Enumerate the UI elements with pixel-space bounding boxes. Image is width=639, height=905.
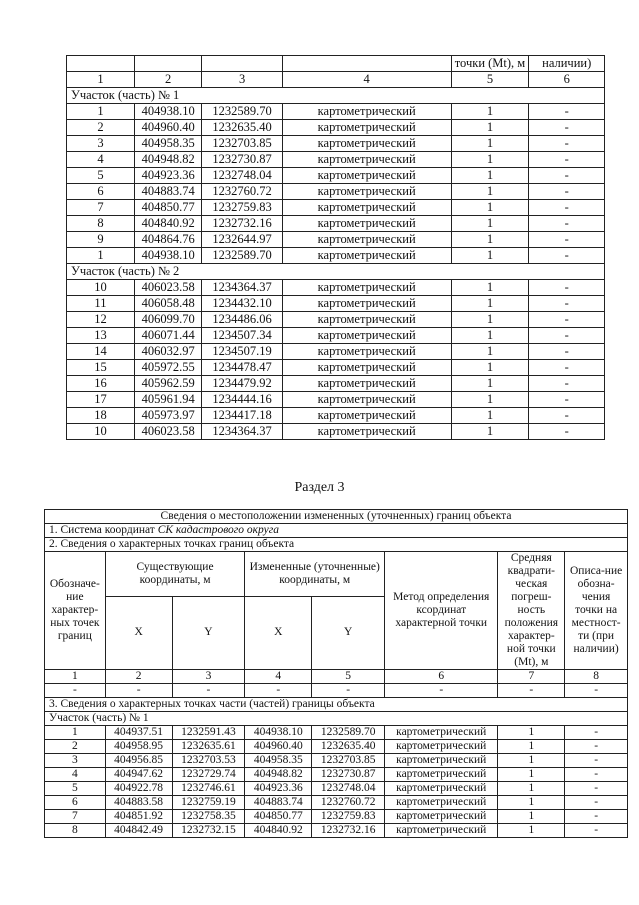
table-cell: 1232732.16 [202, 216, 282, 232]
table-cell [282, 56, 451, 72]
table-cell: картометрический [282, 312, 451, 328]
table-cell: 1234507.34 [202, 328, 282, 344]
table-cell: картометрический [282, 280, 451, 296]
table-cell: 404938.10 [134, 248, 202, 264]
table-cell: 1 [451, 200, 529, 216]
table-cell: картометрический [282, 360, 451, 376]
table-cell [134, 56, 202, 72]
table-cell: точки (Mt), м [451, 56, 529, 72]
table-cell: 1232703.85 [312, 754, 385, 768]
table-cell: - [529, 296, 605, 312]
table-row [45, 796, 628, 810]
table-cell: картометрический [282, 392, 451, 408]
table-cell: 1 [67, 248, 135, 264]
table-cell: - [385, 684, 498, 698]
table-cell: 1232732.16 [312, 824, 385, 838]
table-cell: 8 [45, 824, 106, 838]
table-cell: 1234444.16 [202, 392, 282, 408]
table-row [67, 184, 605, 200]
table-row [67, 296, 605, 312]
table-cell: 7 [45, 810, 106, 824]
table-cell: 1 [498, 754, 565, 768]
table-row [67, 360, 605, 376]
table-row [45, 782, 628, 796]
table-cell: 1234417.18 [202, 408, 282, 424]
table-cell: 1232760.72 [202, 184, 282, 200]
table-cell: - [529, 120, 605, 136]
table-row [67, 344, 605, 360]
table-cell: картометрический [385, 782, 498, 796]
table-cell: 1232759.83 [202, 200, 282, 216]
table-cell: 405972.55 [134, 360, 202, 376]
table-cell: картометрический [385, 810, 498, 824]
table-cell: 1 [451, 232, 529, 248]
table-cell: - [529, 232, 605, 248]
table-cell: 1234479.92 [202, 376, 282, 392]
table-cell: 406032.97 [134, 344, 202, 360]
table-cell: 1232635.40 [202, 120, 282, 136]
table-cell: 1 [45, 726, 106, 740]
table-cell: 1232635.40 [312, 740, 385, 754]
table-cell: картометрический [385, 796, 498, 810]
table-cell: 1 [498, 796, 565, 810]
table-cell: 404938.10 [245, 726, 312, 740]
table-cell: картометрический [282, 408, 451, 424]
points-label-row [45, 538, 628, 552]
table-cell: картометрический [282, 424, 451, 440]
table-cell: - [312, 684, 385, 698]
column-number-row [45, 670, 628, 684]
table-cell: картометрический [282, 120, 451, 136]
table-row [45, 726, 628, 740]
table-cell: 404883.74 [134, 184, 202, 200]
table-cell: 1234478.47 [202, 360, 282, 376]
table-cell: - [565, 684, 628, 698]
table-title: Сведения о местоположении измененных (уточненных) границ объекта [45, 510, 628, 524]
table-cell: 1 [498, 810, 565, 824]
table-cell: 6 [529, 72, 605, 88]
table-cell: 404850.77 [245, 810, 312, 824]
table-cell: 1 [451, 408, 529, 424]
table-cell: 17 [67, 392, 135, 408]
table-row [67, 168, 605, 184]
table-row [45, 810, 628, 824]
table-cell: 404947.62 [105, 768, 172, 782]
table-cell: картометрический [282, 200, 451, 216]
table-cell: 1 [451, 248, 529, 264]
table-cell: картометрический [282, 296, 451, 312]
table-cell: 1232759.83 [312, 810, 385, 824]
table-cell: - [529, 392, 605, 408]
table-cell: 406023.58 [134, 280, 202, 296]
table-cell [202, 56, 282, 72]
table-cell: 404960.40 [134, 120, 202, 136]
table-cell: 404864.76 [134, 232, 202, 248]
table-cell: 1232589.70 [202, 104, 282, 120]
table-cell: 404938.10 [134, 104, 202, 120]
table-row [67, 312, 605, 328]
part-title-row [45, 712, 628, 726]
table-cell: 1232703.85 [202, 136, 282, 152]
table-cell: 405962.59 [134, 376, 202, 392]
table-cell: 6 [45, 796, 106, 810]
table-row [67, 152, 605, 168]
header-x-existing: X [105, 596, 172, 670]
table-cell: 404850.77 [134, 200, 202, 216]
table-cell: - [529, 216, 605, 232]
table-row [67, 216, 605, 232]
table-cell: - [529, 168, 605, 184]
column-number-row [67, 72, 605, 88]
table-cell: 1 [67, 72, 135, 88]
table-cell: 404958.35 [134, 136, 202, 152]
section-title: Раздел 3 [294, 480, 345, 495]
table-cell: - [529, 328, 605, 344]
table-cell: 2 [105, 670, 172, 684]
table-cell: картометрический [282, 328, 451, 344]
table-cell: 1 [498, 824, 565, 838]
table-title-row [45, 510, 628, 524]
table-cell: 1232703.53 [172, 754, 245, 768]
table-cell: 404960.40 [245, 740, 312, 754]
table-cell: 4 [282, 72, 451, 88]
table-row [67, 424, 605, 440]
table-cell: 404958.35 [245, 754, 312, 768]
table-cell: 2 [67, 120, 135, 136]
header-existing: Существующие координаты, м [105, 552, 245, 597]
table-cell: - [565, 810, 628, 824]
table-cell: картометрический [385, 726, 498, 740]
table-cell: 406099.70 [134, 312, 202, 328]
table-cell: - [45, 684, 106, 698]
table-cell: 1232635.61 [172, 740, 245, 754]
table-cell: - [529, 248, 605, 264]
table-cell: 6 [67, 184, 135, 200]
table-cell: 1232589.70 [312, 726, 385, 740]
table-cell: 404883.74 [245, 796, 312, 810]
table-cell: - [565, 824, 628, 838]
table-cell: 1 [451, 424, 529, 440]
table-cell: - [529, 136, 605, 152]
table-cell: 4 [245, 670, 312, 684]
table-cell: 1234486.06 [202, 312, 282, 328]
table-cell: 404851.92 [105, 810, 172, 824]
table-cell: 1 [451, 120, 529, 136]
table-cell: картометрический [282, 248, 451, 264]
table-cell: 404840.92 [134, 216, 202, 232]
table-cell: 1 [451, 152, 529, 168]
table-cell: 8 [67, 216, 135, 232]
table-cell: - [529, 376, 605, 392]
table-cell: наличии) [529, 56, 605, 72]
header-designation: Обозначе-ние характер-ных точек границ [45, 552, 106, 670]
empty-row [45, 684, 628, 698]
table-cell: 1 [451, 184, 529, 200]
header-row [67, 56, 605, 72]
table-cell: картометрический [385, 824, 498, 838]
table-cell: 1234507.19 [202, 344, 282, 360]
table-cell: 1232759.19 [172, 796, 245, 810]
table-cell: 405973.97 [134, 408, 202, 424]
table-cell: 3 [45, 754, 106, 768]
table-cell: - [245, 684, 312, 698]
table-cell: 2 [45, 740, 106, 754]
header-description: Описа-ние обозна-чения точки на местност-ти (при наличии) [565, 552, 628, 670]
table-cell: 16 [67, 376, 135, 392]
table-cell: 4 [67, 152, 135, 168]
table-cell: - [565, 740, 628, 754]
table-cell: 15 [67, 360, 135, 376]
table-cell: картометрический [282, 152, 451, 168]
table-row [67, 104, 605, 120]
table-cell: 1 [498, 740, 565, 754]
table-cell [67, 56, 135, 72]
table-cell: - [529, 344, 605, 360]
table-cell: картометрический [282, 184, 451, 200]
table-cell: 405961.94 [134, 392, 202, 408]
table-cell: 1232760.72 [312, 796, 385, 810]
table-cell: 1 [451, 104, 529, 120]
table-cell: 404922.78 [105, 782, 172, 796]
table-cell: 404840.92 [245, 824, 312, 838]
table-cell: 1232758.35 [172, 810, 245, 824]
table-row [67, 200, 605, 216]
header-y-existing: Y [172, 596, 245, 670]
table-cell: - [529, 408, 605, 424]
table-row [45, 754, 628, 768]
part-title-row-label: Участок (часть) № 1 [45, 712, 628, 726]
table-cell: 5 [451, 72, 529, 88]
table-cell: 1234364.37 [202, 280, 282, 296]
coordinate-system-value: СК кадастрового округа [157, 524, 279, 536]
table-cell: 404923.36 [134, 168, 202, 184]
table-cell: 1 [451, 344, 529, 360]
table-cell: 1232748.04 [202, 168, 282, 184]
table-cell: 1 [451, 136, 529, 152]
table-cell: 6 [385, 670, 498, 684]
table-cell: - [565, 768, 628, 782]
table-cell: 8 [565, 670, 628, 684]
section-row [67, 88, 605, 104]
part-label-row-label: 3. Сведения о характерных точках части (частей) границы объекта [45, 698, 628, 712]
table-cell: - [529, 104, 605, 120]
table-cell: 1 [67, 104, 135, 120]
table-cell: 3 [172, 670, 245, 684]
table-cell: картометрический [385, 740, 498, 754]
table-row [67, 392, 605, 408]
table-cell: 1 [451, 216, 529, 232]
table-cell: 1232591.43 [172, 726, 245, 740]
table-cell: - [529, 200, 605, 216]
table-cell: картометрический [282, 344, 451, 360]
table-cell: 1 [451, 360, 529, 376]
table-cell: 18 [67, 408, 135, 424]
table-cell: 1 [451, 392, 529, 408]
table-cell: - [565, 726, 628, 740]
table-cell: 5 [45, 782, 106, 796]
table-cell: 406058.48 [134, 296, 202, 312]
points-label: 2. Сведения о характерных точках границ объекта [45, 538, 628, 552]
table-cell: 1232589.70 [202, 248, 282, 264]
changed-boundaries-table [44, 509, 628, 838]
table-cell: - [529, 360, 605, 376]
table-cell: 1232730.87 [202, 152, 282, 168]
table-cell: 404958.95 [105, 740, 172, 754]
header-x-changed: X [245, 596, 312, 670]
table-row [45, 768, 628, 782]
table-cell: картометрический [282, 104, 451, 120]
table-row [45, 824, 628, 838]
table-cell: 404948.82 [134, 152, 202, 168]
coordinate-system-row [45, 524, 628, 538]
table-cell: 1 [451, 280, 529, 296]
table-row [67, 376, 605, 392]
table-cell: 1 [451, 168, 529, 184]
table-cell: 1 [451, 376, 529, 392]
table-cell: 1232748.04 [312, 782, 385, 796]
table-row [67, 120, 605, 136]
table-row [67, 136, 605, 152]
table-cell: 404883.58 [105, 796, 172, 810]
table-row [67, 248, 605, 264]
table-cell: - [529, 152, 605, 168]
table-cell: 12 [67, 312, 135, 328]
table-cell: 1234364.37 [202, 424, 282, 440]
table-cell: - [172, 684, 245, 698]
coordinate-system-label: 1. Система координат [49, 524, 155, 536]
points-table-1 [66, 55, 605, 440]
table-cell: 1232644.97 [202, 232, 282, 248]
table-cell: картометрический [282, 376, 451, 392]
table-cell: картометрический [282, 136, 451, 152]
table-cell: - [565, 782, 628, 796]
table-row [67, 408, 605, 424]
table-cell: 1 [498, 782, 565, 796]
table-cell: 1232729.74 [172, 768, 245, 782]
table-cell: 1 [451, 296, 529, 312]
table-cell: 1232732.15 [172, 824, 245, 838]
table-cell: 10 [67, 280, 135, 296]
table-row [67, 280, 605, 296]
table-cell: 14 [67, 344, 135, 360]
table-cell: 3 [67, 136, 135, 152]
table-cell: 1 [451, 312, 529, 328]
table-cell: 1 [498, 726, 565, 740]
table-cell: - [529, 424, 605, 440]
table-cell: - [105, 684, 172, 698]
table-cell: 11 [67, 296, 135, 312]
table-cell: 404948.82 [245, 768, 312, 782]
table-cell: картометрический [385, 754, 498, 768]
table-cell: картометрический [282, 232, 451, 248]
table-cell: 7 [498, 670, 565, 684]
table-cell: - [565, 796, 628, 810]
table-cell: 406071.44 [134, 328, 202, 344]
table-cell: 4 [45, 768, 106, 782]
table-cell: 3 [202, 72, 282, 88]
table-cell: 10 [67, 424, 135, 440]
table-cell: 1 [451, 328, 529, 344]
table-cell: 404956.85 [105, 754, 172, 768]
header-row-1 [45, 552, 628, 597]
table-cell: картометрический [282, 216, 451, 232]
table-cell: картометрический [385, 768, 498, 782]
table-cell: 404937.51 [105, 726, 172, 740]
table-cell: 1232746.61 [172, 782, 245, 796]
table-cell: 13 [67, 328, 135, 344]
table-cell: 404923.36 [245, 782, 312, 796]
section-row-label: Участок (часть) № 1 [67, 88, 605, 104]
table-cell: 1 [45, 670, 106, 684]
table-cell: 5 [312, 670, 385, 684]
table-cell: - [565, 754, 628, 768]
header-accuracy: Средняя квадрати-ческая погреш-ность положения характер-ной точки (Mt), м [498, 552, 565, 670]
table-cell: 7 [67, 200, 135, 216]
table-cell: 406023.58 [134, 424, 202, 440]
table-cell: 2 [134, 72, 202, 88]
table-cell: 1232730.87 [312, 768, 385, 782]
table-cell: - [529, 184, 605, 200]
table-cell: - [498, 684, 565, 698]
table-cell: 5 [67, 168, 135, 184]
table-cell: 9 [67, 232, 135, 248]
header-method: Метод определения ксординат характерной точки [385, 552, 498, 670]
table-cell: - [529, 312, 605, 328]
table-cell: - [529, 280, 605, 296]
section-row-label: Участок (часть) № 2 [67, 264, 605, 280]
table-row [67, 232, 605, 248]
table-row [67, 328, 605, 344]
table-cell: 1234432.10 [202, 296, 282, 312]
table-cell: 404842.49 [105, 824, 172, 838]
part-label-row [45, 698, 628, 712]
header-y-changed: Y [312, 596, 385, 670]
header-changed: Измененные (уточненные) координаты, м [245, 552, 385, 597]
section-row [67, 264, 605, 280]
table-cell: картометрический [282, 168, 451, 184]
table-cell: 1 [498, 768, 565, 782]
table-row [45, 740, 628, 754]
